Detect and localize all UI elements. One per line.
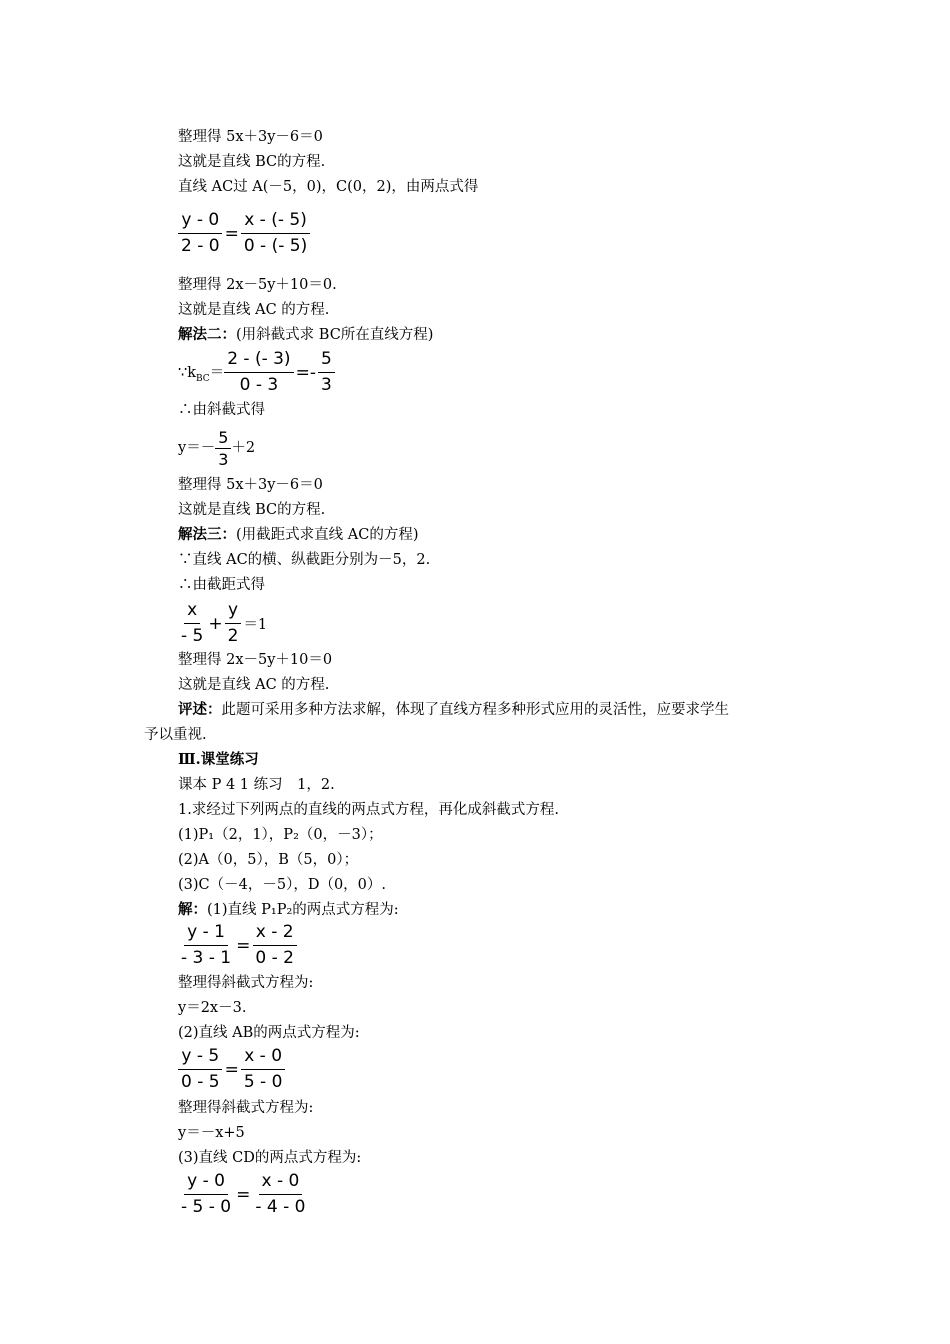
text-line: 这就是直线 BC的方程.: [178, 154, 326, 170]
numerator: 2 - (- 3): [224, 349, 293, 373]
text-line: 予以重视.: [144, 727, 207, 743]
text-line: ∵直线 AC的横、纵截距分别为－5，2.: [178, 552, 431, 568]
method-desc: (用截距式求直线 AC的方程): [236, 527, 419, 543]
numerator: y - 1: [184, 922, 228, 946]
text-line: y＝－x+5: [178, 1125, 245, 1141]
comment-text: 此题可采用多种方法求解，体现了直线方程多种形式应用的灵活性，应要求学生: [221, 702, 729, 718]
formula-two-point-ab: [178, 1046, 285, 1093]
text-line: y＝2x－3.: [178, 1000, 247, 1016]
expr-suffix: ＝1: [243, 617, 268, 633]
text-line: 整理得 2x－5y＋10＝0.: [178, 277, 337, 293]
solution-label: 解：: [178, 901, 207, 918]
comment-line: [178, 701, 729, 719]
denominator: - 4 - 0: [255, 1197, 306, 1217]
formula-two-point-ac: [178, 210, 310, 257]
denominator: 0 - 2: [255, 948, 294, 968]
equals-sign: =: [224, 1059, 239, 1080]
numerator: y: [225, 600, 241, 624]
text-line: 整理得斜截式方程为:: [178, 1100, 314, 1116]
text-line: (2)直线 AB的两点式方程为:: [178, 1025, 360, 1041]
text-line: ∴由截距式得: [178, 577, 265, 593]
text-line: ∴由斜截式得: [178, 402, 265, 418]
text-line: 整理得斜截式方程为:: [178, 975, 314, 991]
equals-sign: =: [236, 1184, 251, 1205]
formula-intercept: [178, 600, 267, 647]
numerator: x - (- 5): [241, 210, 310, 234]
numerator: 5: [318, 349, 335, 373]
denominator: - 5 - 0: [181, 1197, 232, 1217]
text-line: (1)P₁（2，1），P₂（0，－3）；: [178, 827, 383, 843]
expr-prefix: y＝－: [178, 440, 216, 456]
text-line: 直线 AC过 A(－5，0)，C(0，2)，由两点式得: [178, 179, 479, 195]
numerator: x - 0: [259, 1171, 303, 1195]
numerator: y - 5: [178, 1046, 222, 1070]
method-label: 解法三：: [178, 526, 236, 543]
denominator: 3: [218, 449, 229, 469]
numerator: y - 0: [178, 210, 222, 234]
method-desc: (用斜截式求 BC所在直线方程): [236, 327, 434, 343]
formula-slope-bc: [178, 349, 335, 396]
numerator: x: [184, 600, 200, 624]
comment-label: 评述：: [178, 701, 222, 718]
text-line: 课本 P 4 1 练习 1，2.: [178, 777, 335, 793]
formula-two-point-p1p2: [178, 922, 297, 969]
denominator: 2: [227, 626, 239, 646]
denominator: 0 - (- 5): [243, 236, 308, 256]
text-line: 整理得 5x＋3y－6＝0: [178, 477, 323, 493]
equals-sign: =-: [295, 362, 316, 383]
method-heading: [178, 526, 419, 544]
denominator: 2 - 0: [181, 236, 220, 256]
formula-slope-intercept: [178, 426, 255, 470]
denominator: 0 - 5: [181, 1072, 220, 1092]
slope-symbol: $\because k_{BC}=$: [178, 365, 225, 384]
method-label: 解法二：: [178, 326, 236, 343]
expr-suffix: ＋2: [231, 440, 256, 456]
text-line: 1.求经过下列两点的直线的两点式方程，再化成斜截式方程.: [178, 802, 559, 818]
text-line: 这就是直线 AC 的方程.: [178, 302, 330, 318]
denominator: 5 - 0: [243, 1072, 283, 1092]
denominator: - 5: [181, 626, 204, 646]
numerator: y - 0: [184, 1171, 228, 1195]
section-heading: Ⅲ.课堂练习: [178, 751, 259, 768]
denominator: - 3 - 1: [181, 948, 232, 968]
numerator: x - 2: [253, 922, 297, 946]
formula-two-point-cd: [178, 1171, 309, 1218]
solution-text: (1)直线 P₁P₂的两点式方程为:: [207, 902, 399, 918]
text-line: 整理得 5x＋3y－6＝0: [178, 129, 323, 145]
text-line: 整理得 2x－5y＋10＝0: [178, 652, 333, 668]
denominator: 0 - 3: [239, 375, 279, 395]
text-line: 这就是直线 BC的方程.: [178, 502, 326, 518]
numerator: x - 0: [241, 1046, 285, 1070]
text-line: 这就是直线 AC 的方程.: [178, 677, 330, 693]
text-line: (3)直线 CD的两点式方程为:: [178, 1150, 362, 1166]
plus-sign: +: [208, 613, 223, 634]
equals-sign: =: [224, 223, 239, 244]
solution-heading: [178, 901, 399, 919]
numerator: 5: [215, 428, 231, 449]
text-line: (2)A（0，5），B（5，0）；: [178, 852, 359, 868]
method-heading: [178, 326, 433, 344]
equals-sign: =: [236, 935, 251, 956]
denominator: 3: [320, 375, 332, 395]
text-line: (3)C（－4，－5），D（0，0）.: [178, 877, 387, 893]
